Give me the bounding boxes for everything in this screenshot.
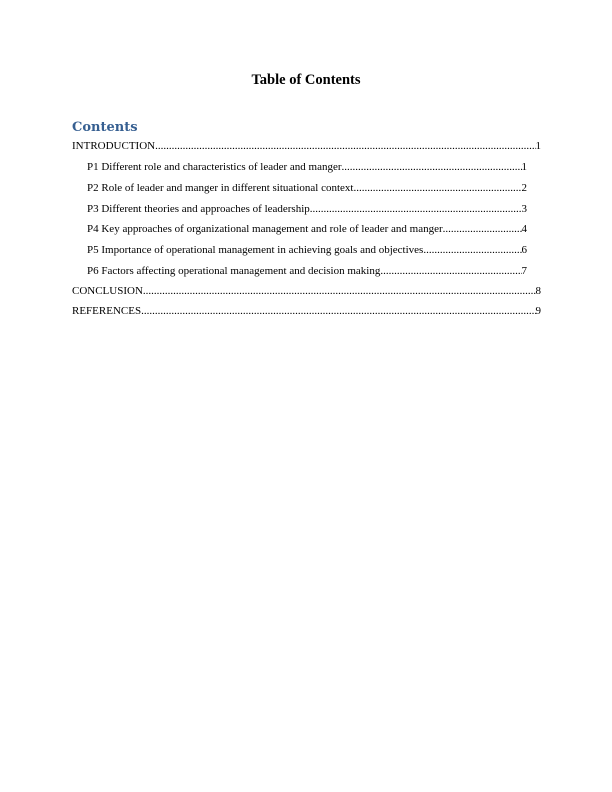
toc-dot-leader (155, 139, 535, 153)
toc-dot-leader (380, 264, 521, 278)
toc-page-number: 8 (535, 285, 541, 297)
toc-entry-label: INTRODUCTION (72, 140, 156, 152)
toc-page-number: 2 (521, 182, 527, 194)
toc-entry-label: P3 Different theories and approaches of leadership (87, 203, 310, 215)
toc-page-number: 4 (521, 223, 527, 235)
toc-entry-label: P2 Role of leader and manger in different situational context (87, 182, 354, 194)
toc-entry-label: P5 Importance of operational management in achieving goals and objectives (87, 244, 424, 256)
toc-entry-label: CONCLUSION (72, 285, 143, 297)
toc-dot-leader (143, 284, 536, 298)
toc-entry-p4[interactable] (87, 222, 527, 236)
toc-dot-leader (353, 181, 521, 195)
toc-dot-leader (423, 243, 521, 257)
toc-entry-p3[interactable] (87, 202, 527, 216)
toc-entry-introduction[interactable] (72, 139, 541, 153)
toc-dot-leader (310, 202, 522, 216)
page-title: Table of Contents (251, 72, 361, 88)
toc-entry-conclusion[interactable] (72, 284, 541, 298)
toc-dot-leader (342, 160, 522, 174)
toc-heading: Contents (72, 120, 138, 135)
toc-dot-leader (141, 304, 535, 318)
toc-entry-p1[interactable] (87, 160, 527, 174)
toc-entry-label: P4 Key approaches of organizational management and role of leader and manger (87, 223, 443, 235)
toc-entry-p2[interactable] (87, 181, 527, 195)
toc-page-number: 6 (521, 244, 527, 256)
toc-entry-references[interactable] (72, 304, 541, 318)
toc-entry-label: P1 Different role and characteristics of leader and manger (87, 161, 342, 173)
toc-dot-leader (443, 222, 522, 236)
toc-page-number: 1 (535, 140, 541, 152)
toc-page-number: 3 (521, 203, 527, 215)
toc-page-number: 1 (521, 161, 527, 173)
toc-entry-label: REFERENCES (72, 305, 142, 317)
toc-entry-p5[interactable] (87, 243, 527, 257)
toc-entry-label: P6 Factors affecting operational management and decision making (87, 265, 381, 277)
toc-page-number: 9 (535, 305, 541, 317)
toc-page-number: 7 (521, 265, 527, 277)
toc-entry-p6[interactable] (87, 264, 527, 278)
